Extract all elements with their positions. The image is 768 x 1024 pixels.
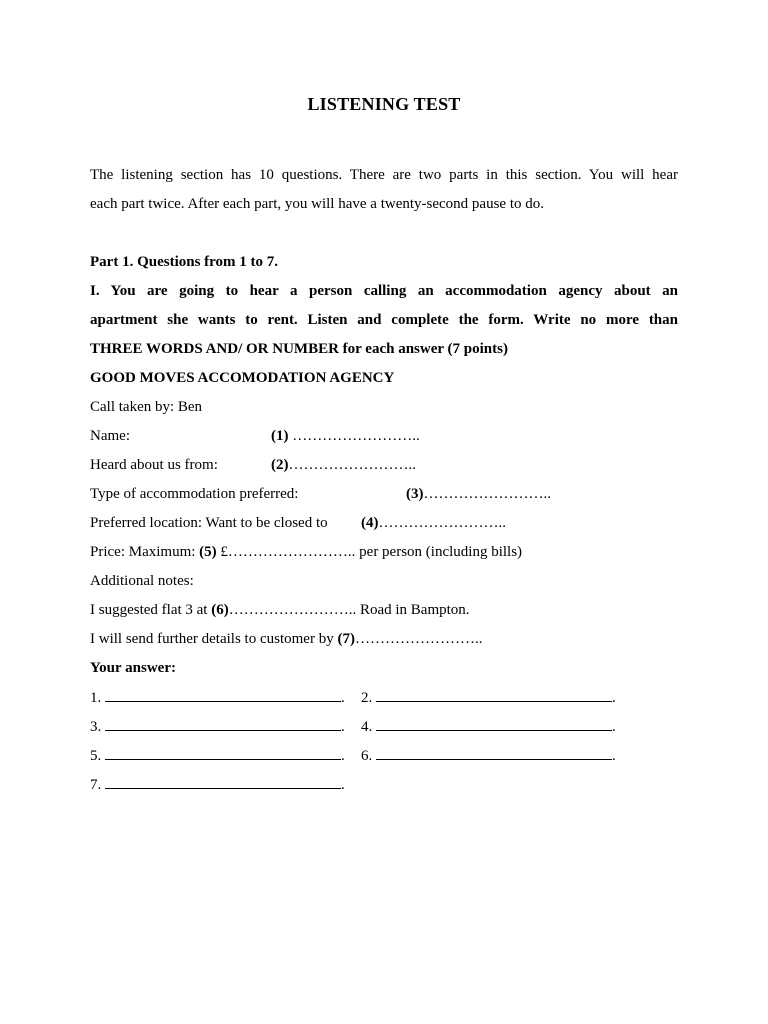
page-title: LISTENING TEST <box>307 94 461 114</box>
additional-notes: Additional notes: <box>90 573 194 589</box>
location-label: Preferred location: Want to be closed to <box>90 515 328 531</box>
question-number-7: (7) <box>337 631 355 647</box>
answer-number: 5. <box>90 748 102 764</box>
answer-number: 2. <box>361 690 373 706</box>
answer-blank-4[interactable] <box>376 716 612 731</box>
answer-blank-6[interactable] <box>376 745 612 760</box>
answer-number: 4. <box>361 719 373 735</box>
question-number-1: (1) <box>271 428 289 444</box>
answer-5[interactable]: 5. . <box>90 745 345 766</box>
blank-dots-4: …………………….. <box>378 515 506 531</box>
question-number-2: (2) <box>271 457 289 473</box>
heard-label: Heard about us from: <box>90 457 218 473</box>
name-label: Name: <box>90 428 130 444</box>
answer-blank-1[interactable] <box>105 687 341 702</box>
location-field <box>361 513 506 533</box>
type-label: Type of accommodation preferred: <box>90 486 299 502</box>
type-field <box>406 484 551 504</box>
send-label: I will send further details to customer by <box>90 631 338 647</box>
send-line <box>90 629 482 649</box>
answer-4[interactable]: 4. . <box>361 716 616 737</box>
heard-field <box>271 455 416 475</box>
blank-dots-3: …………………….. <box>423 486 551 502</box>
name-field <box>271 426 420 446</box>
answer-number: 7. <box>90 777 102 793</box>
intro-line-1: The listening section has 10 questions. There are two parts in this section. You will hear <box>90 167 678 183</box>
question-number-6: (6) <box>211 602 229 618</box>
blank-dots-1: …………………….. <box>288 428 420 444</box>
answer-blank-5[interactable] <box>105 745 341 760</box>
agency-name: GOOD MOVES ACCOMODATION AGENCY <box>90 370 395 386</box>
answer-3[interactable]: 3. . <box>90 716 345 737</box>
answer-blank-3[interactable] <box>105 716 341 731</box>
call-taken-by: Call taken by: Ben <box>90 399 203 415</box>
answer-number: 3. <box>90 719 102 735</box>
answer-1[interactable]: 1. . <box>90 687 345 708</box>
instruction-line-1: I. You are going to hear a person calling an accommodation agency about an <box>90 283 678 299</box>
flat-line <box>90 600 470 620</box>
answer-7[interactable]: 7. . <box>90 774 345 795</box>
question-number-3: (3) <box>406 486 424 502</box>
price-label: Price: Maximum: <box>90 544 200 560</box>
flat-label: I suggested flat 3 at <box>90 602 212 618</box>
blank-dots-2: …………………….. <box>288 457 416 473</box>
answer-blank-7[interactable] <box>105 774 341 789</box>
price-rest: £…………………….. per person (including bills) <box>216 544 523 560</box>
answer-number: 1. <box>90 690 102 706</box>
answer-2[interactable]: 2. . <box>361 687 616 708</box>
intro-line-2: each part twice. After each part, you will have a twenty-second pause to do. <box>90 196 544 212</box>
answer-number: 6. <box>361 748 373 764</box>
question-number-5: (5) <box>199 544 217 560</box>
part-heading: Part 1. Questions from 1 to 7. <box>90 254 279 270</box>
price-line <box>90 542 522 562</box>
flat-rest: …………………….. Road in Bampton. <box>228 602 470 618</box>
send-rest: …………………….. <box>354 631 483 647</box>
answer-6[interactable]: 6. . <box>361 745 616 766</box>
your-answer-label: Your answer: <box>90 660 176 676</box>
answer-blank-2[interactable] <box>376 687 612 702</box>
instruction-line-3: THREE WORDS AND/ OR NUMBER for each answer (7 points) <box>90 341 508 357</box>
question-number-4: (4) <box>361 515 379 531</box>
instruction-line-2: apartment she wants to rent. Listen and complete the form. Write no more than <box>90 312 678 328</box>
